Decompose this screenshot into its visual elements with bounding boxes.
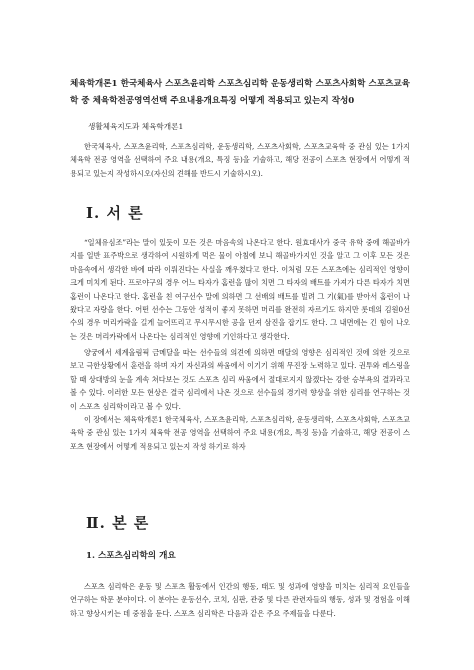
- section-heading-body: Ⅱ. 본 론: [86, 514, 150, 532]
- course-label: 생활체육지도과 체육학개론1: [88, 122, 184, 131]
- body-paragraph-1: 스포츠 심리학은 운동 및 스포츠 활동에서 인간의 행동, 태도 및 성과에 영향을 미치는 심리적 요인들을 연구하는 학문 분야이다. 이 분야는 운동선수, 코치, 심판, 관중 및 다른 관련자들의 행동, 성과 및 경험을 이해하고 향상시키는 데 중점을 둔다. 스포츠 심리학은 다음과 같은 주요 주제들을 다룬다.: [70, 582, 410, 618]
- section-heading-introduction: Ⅰ. 서 론: [86, 204, 144, 222]
- subsection-heading: 1. 스포츠심리학의 개요: [86, 551, 176, 561]
- intro-paragraph-2: 양궁에서 세계올림픽 금메달을 따는 선수들의 의견에 의하면 매달의 영향은 심리적인 것에 의한 것으로 보고 극한상황에서 훈련을 하며 자기 자신과의 싸움에서 이기기 위해 무진장 노력하고 있다. 권투와 레스링을 할 때 상대방의 눈을 계속 쳐다보는 것도 스포츠 심리 싸움에서 절대로지지 않겠다는 강한 승부욕의 결과라고 볼 수 있다. 이러한 모든 현상은 결국 심리에서 나온 것으로 선수들의 경기력 향상을 위한 심리를 연구하는 것이 스포츠 심리학이라고 볼 수 있다.: [70, 348, 410, 411]
- intro-paragraph-1: “일체유심조”라는 말이 있듯이 모든 것은 마음속의 나온다고 한다. 원효대사가 중국 유학 중에 해골바가지를 일반 표주박으로 생각하여 시원하게 먹은 물이 아침에 보니 해골바가지인 것을 알고 그 이후 모든 것은 마음속에서 생각한 바에 따라 이뤄진다는 사실을 깨우쳤다고 한다. 이처럼 모든 스포츠에는 심리적인 영향이 크게 미치게 된다. 프로야구의 경우 어느 타자가 홈런을 많이 치면 그 타자의 배트를 가져가 다른 타자가 치면 홈런이 나온다고 한다. 홈런을 친 여구선수 말에 의하면 그 선배의 배트를 빌려 그 기(氣)를 받아서 홈런이 나왔다고 자랑을 한다. 어떤 선수는 그동안 성적이 좋지 못하면 머리를 완전히 자르기도 하지만 롯데의 김원0선수의 경우 머리카락을 길게 늘어뜨리고 무시무시한 공을 던져 삼진을 잡기도 한다. 그 내면에는 긴 힘이 나오는 것은 머리카락에서 나온다는 심리적인 영향에 기인하다고 생각한다.: [70, 238, 410, 341]
- assignment-text: 한국체육사, 스포츠윤리학, 스포츠심리학, 운동생리학, 스포츠사회학, 스포츠교육학 중 관심 있는 1가지 체육학 전공 영역을 선택하여 주요 내용(개요, 특징 등)을 기술하고, 해당 전공이 스포츠 현장에서 어떻게 적용되고 있는지 작성하시오(자신의 견해를 반드시 기술하시오).: [70, 142, 410, 178]
- document-title: 체육학개론1 한국체육사 스포츠윤리학 스포츠심리학 운동생리학 스포츠사회학 스포츠교육학 중 체육학전공영역선택 주요내용개요특징 어떻게 적용되고 있는지 작성0: [70, 79, 410, 106]
- intro-paragraph-3: 이 장에서는 체육학개론1 한국체육사, 스포츠윤리학, 스포츠심리학, 운동생리학, 스포츠사회학, 스포츠교육학 중 관심 있는 1가지 체육학 전공 영역을 선택하여 주요 내용(개요, 특징 등)을 기술하고, 해당 전공이 스포츠 현장에서 어떻게 적용되고 있는지 작성 하기로 하자: [70, 415, 410, 451]
